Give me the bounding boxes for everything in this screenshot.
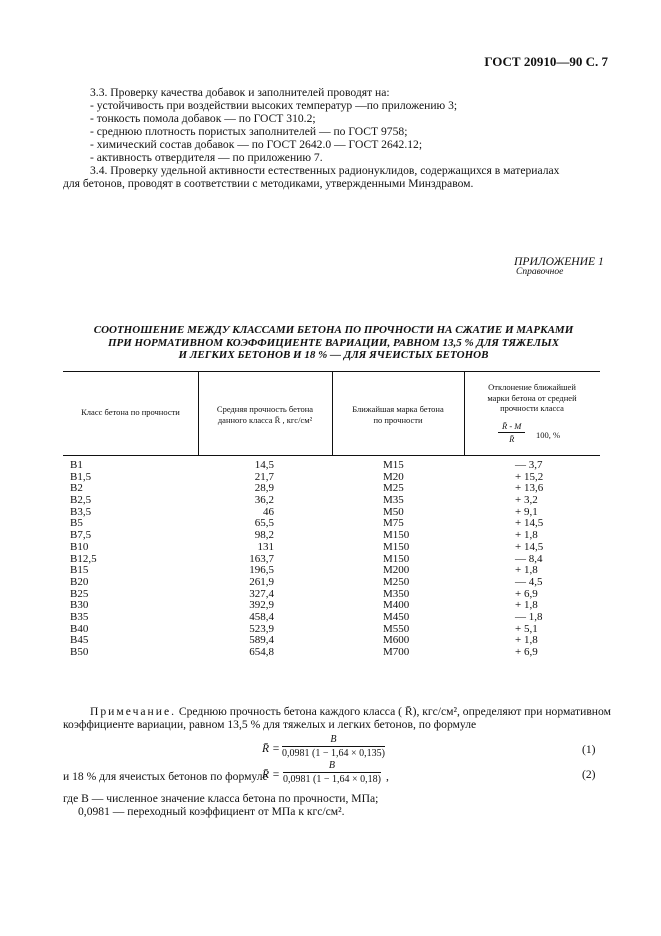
fraction-numerator: R̄ - M [502, 421, 522, 431]
table-cell-cls: В3,5 [70, 505, 92, 518]
fraction-denominator: R̄ [509, 434, 515, 444]
fraction-denominator: 0,0981 (1 − 1,64 × 0,135) [282, 748, 385, 759]
table-cell-r: 163,7 [249, 552, 274, 565]
table-cell-r: 21,7 [254, 470, 274, 483]
table-cell-cls: В15 [70, 564, 89, 577]
title-line: И ЛЕГКИХ БЕТОНОВ И 18 % — ДЛЯ ЯЧЕИСТЫХ БЕТОНОВ [178, 349, 489, 361]
table-cell-cls: В20 [70, 575, 89, 588]
fraction-denominator: 0,0981 (1 − 1,64 × 0,18) [283, 774, 381, 785]
table-cell-m: M400 [383, 599, 410, 612]
formula-2-number: (2) [582, 768, 596, 781]
table-cell-d: — 4,5 [515, 575, 543, 588]
column-class [70, 460, 97, 659]
appendix-label: ПРИЛОЖЕНИЕ 1 [514, 255, 604, 268]
formula-1-fraction [282, 734, 385, 759]
table-cell-cls: В45 [70, 634, 89, 647]
item-3-4-cont: для бетонов, проводят в соответствии с методиками, утвержденными Минздравом. [63, 177, 474, 190]
table-cell-d: + 6,9 [515, 587, 538, 600]
table-cell-d: + 1,8 [515, 529, 538, 542]
table-cell-d: + 9,1 [515, 505, 538, 518]
table-cell-d: + 6,9 [515, 646, 538, 658]
table-cell-m: M150 [383, 552, 410, 565]
list-item: - устойчивость при воздействии высоких температур —по приложению 3; [90, 99, 458, 112]
table-cell-cls: В7,5 [70, 529, 92, 542]
appendix-sublabel: Справочное [516, 267, 564, 277]
formula-2-fraction [283, 760, 381, 785]
table-cell-cls: В25 [70, 587, 89, 600]
formula-2-lhs: R̄ = [262, 768, 280, 781]
table-cell-r: 46 [263, 505, 274, 518]
fraction-bar [282, 746, 385, 747]
note-line-3: и 18 % для ячеистых бетонов по формуле [63, 770, 268, 783]
table-cell-m: M50 [383, 505, 404, 518]
item-3-3: 3.3. Проверку качества добавок и заполнителей проводят на: [90, 86, 390, 99]
table-cell-cls: В40 [70, 622, 89, 635]
list-item: - активность отвердителя — по приложению 7. [90, 151, 323, 164]
table-cell-d: + 1,8 [515, 634, 538, 647]
table-cell-d: — 3,7 [515, 459, 543, 471]
table-cell-d: + 1,8 [515, 599, 538, 612]
table-cell-cls: В2 [70, 482, 83, 495]
table-cell-d: + 14,5 [515, 517, 544, 530]
table-cell-d: — 1,8 [515, 610, 543, 623]
document-header: ГОСТ 20910—90 С. 7 [484, 54, 608, 69]
table-cell-r: 589,4 [249, 634, 274, 647]
header-text: Средняя прочность бетона [216, 404, 314, 414]
table-cell-m: M200 [383, 564, 410, 577]
table-cell-r: 98,2 [254, 529, 274, 542]
table-cell-cls: В30 [70, 599, 89, 612]
note-text: Среднюю прочность бетона каждого класса ( R̄), кгс/см², определяют при нормативном [176, 705, 611, 718]
table-cell-m: M150 [383, 529, 410, 542]
table-cell-r: 392,9 [249, 599, 274, 612]
where-line-1: где В — численное значение класса бетона по прочности, МПа; [63, 792, 379, 805]
table-cell-r: 14,5 [254, 459, 274, 471]
table-cell-m: M15 [383, 459, 404, 471]
list-item: - среднюю плотность пористых заполнителей — по ГОСТ 9758; [90, 125, 408, 138]
list-item: - тонкость помола добавок — по ГОСТ 310.2; [90, 112, 316, 125]
note-label: Примечание. [90, 705, 176, 718]
table-cell-d: + 15,2 [515, 470, 544, 483]
table-cell-r: 65,5 [254, 517, 274, 530]
fraction-numerator: В [328, 760, 336, 771]
table-cell-cls: В1,5 [70, 470, 92, 483]
header-text: Ближайшая марка бетона [352, 404, 444, 414]
table-cell-m: M600 [383, 634, 410, 647]
table-cell-cls: В2,5 [70, 494, 92, 507]
table-cell-r: 261,9 [249, 575, 274, 588]
header-mean-strength [198, 404, 332, 425]
header-deviation-suffix: 100, % [536, 430, 561, 440]
column-mean-strength [222, 460, 274, 659]
table-title [50, 324, 617, 362]
fraction-bar [283, 772, 381, 773]
formula-1-lhs: R̄ = [262, 742, 280, 755]
formula-1-number: (1) [582, 743, 596, 756]
table-cell-r: 131 [257, 540, 274, 553]
table-cell-m: M550 [383, 622, 410, 635]
header-deviation-fraction [498, 421, 525, 444]
header-text: Отклонение ближайшей [488, 382, 576, 392]
table-cell-r: 523,9 [249, 622, 274, 635]
fraction-numerator: В [330, 734, 337, 745]
column-nearest-grade [383, 460, 409, 659]
table-cell-m: M350 [383, 587, 410, 600]
table-cell-r: 36,2 [254, 494, 274, 507]
formula-2-tail: , [386, 770, 389, 783]
table-cell-d: + 13,6 [515, 482, 544, 495]
table-cell-cls: В5 [70, 517, 83, 530]
table-cell-r: 654,8 [249, 646, 274, 658]
header-text: по прочности [373, 414, 423, 425]
list-item: - химический состав добавок — по ГОСТ 2642.0 — ГОСТ 2642.12; [90, 138, 423, 151]
title-line: СООТНОШЕНИЕ МЕЖДУ КЛАССАМИ БЕТОНА ПО ПРОЧНОСТИ НА СЖАТИЕ И МАРКАМИ [93, 324, 574, 336]
note-line-2: коэффициенте вариации, равном 13,5 % для тяжелых и легких бетонов, по формуле [63, 718, 477, 731]
table-cell-d: + 5,1 [515, 622, 538, 635]
item-3-4: 3.4. Проверку удельной активности естественных радионуклидов, содержащихся в материалах [90, 164, 560, 177]
table-cell-d: + 3,2 [515, 494, 538, 507]
where-line-2: 0,0981 — переходный коэффициент от МПа к кгс/см². [78, 805, 345, 818]
table-cell-m: M75 [383, 517, 404, 530]
table-header-rule [63, 455, 600, 456]
table-cell-m: M25 [383, 482, 404, 495]
table-cell-d: + 1,8 [515, 564, 538, 577]
table-cell-r: 458,4 [249, 610, 274, 623]
table-cell-m: M20 [383, 470, 404, 483]
table-cell-cls: В12,5 [70, 552, 97, 565]
title-line: ПРИ НОРМАТИВНОМ КОЭФФИЦИЕНТЕ ВАРИАЦИИ, РАВНОМ 13,5 % ДЛЯ ТЯЖЕЛЫХ [107, 336, 560, 349]
header-text: прочности класса [500, 403, 564, 413]
header-text: данного класса R̄ , кгс/см² [217, 414, 313, 425]
header-deviation [464, 382, 600, 414]
table-cell-cls: В50 [70, 646, 89, 658]
table-cell-cls: В35 [70, 610, 89, 623]
table-cell-r: 327,4 [249, 587, 274, 600]
header-class: Класс бетона по прочности [81, 407, 180, 417]
table-cell-d: + 14,5 [515, 540, 544, 553]
table-cell-r: 28,9 [254, 482, 274, 495]
fraction-bar [498, 432, 525, 433]
table-cell-m: M250 [383, 575, 410, 588]
table-cell-m: M450 [383, 610, 410, 623]
table-cell-cls: В1 [70, 459, 83, 471]
table-cell-m: M35 [383, 494, 404, 507]
table-cell-d: — 8,4 [515, 552, 543, 565]
table-cell-cls: В10 [70, 540, 89, 553]
table-cell-m: M700 [383, 646, 410, 658]
column-deviation [515, 460, 543, 659]
table-cell-m: M150 [383, 540, 410, 553]
note-line-1 [90, 705, 611, 718]
table-cell-r: 196,5 [249, 564, 274, 577]
header-text: марки бетона от средней [487, 392, 577, 403]
header-nearest-grade [332, 404, 464, 425]
